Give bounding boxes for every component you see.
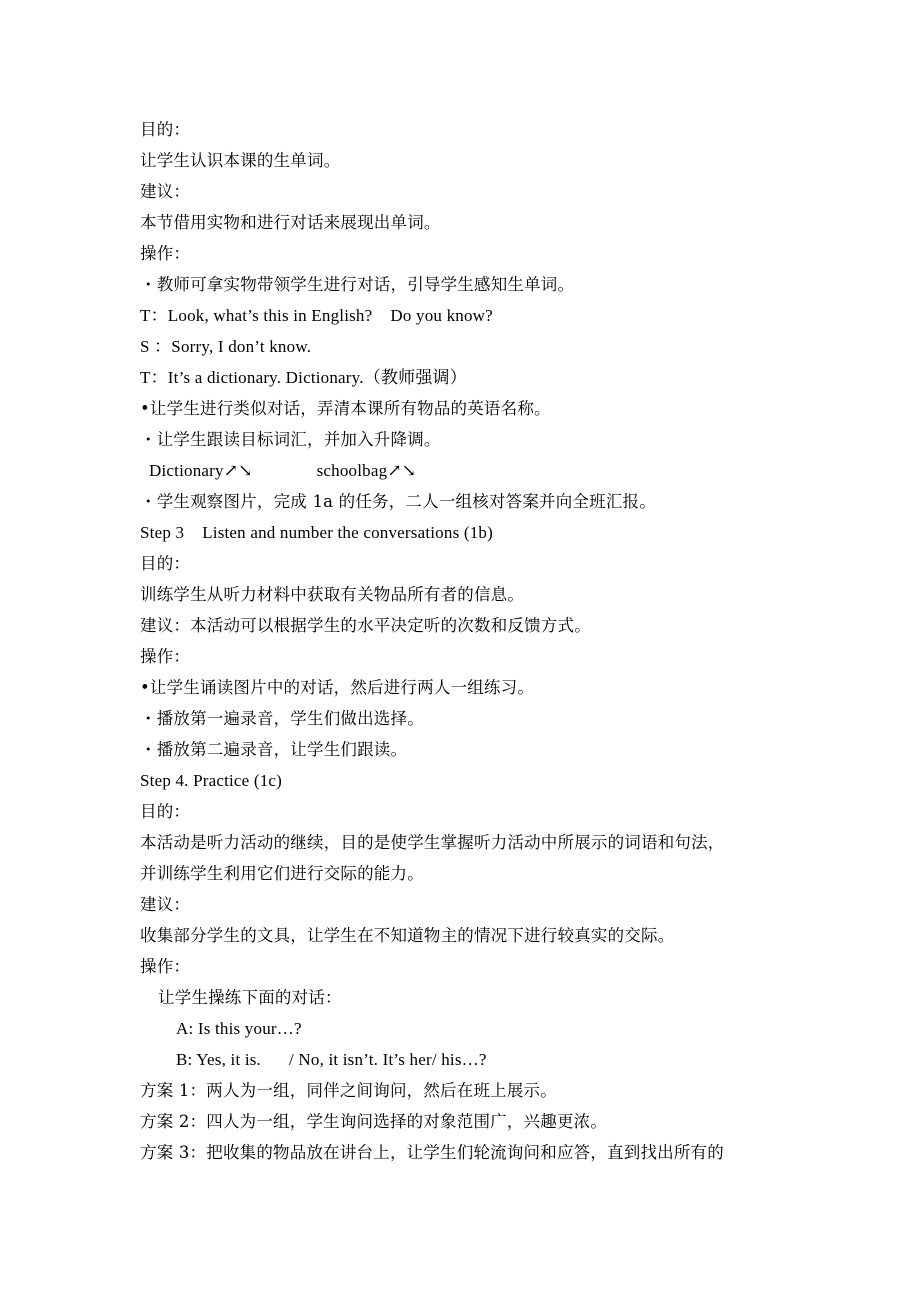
heading-operation: 操作： bbox=[140, 647, 191, 666]
example-word: schoolbag↗↘ bbox=[316, 461, 417, 480]
dialogue-line-b bbox=[140, 1044, 790, 1075]
paragraph: 训练学生从听力材料中获取有关物品所有者的信息。 bbox=[140, 585, 525, 604]
document-body bbox=[140, 114, 790, 1168]
bullet-item: ・教师可拿实物带领学生进行对话，引导学生感知生单词。 bbox=[140, 275, 575, 294]
intonation-examples bbox=[140, 455, 790, 486]
paragraph: 让学生操练下面的对话： bbox=[158, 988, 342, 1007]
paragraph: 本节借用实物和进行对话来展现出单词。 bbox=[140, 213, 441, 232]
heading-purpose: 目的： bbox=[140, 554, 191, 573]
dialogue-text: Do you know? bbox=[390, 306, 493, 325]
bullet-item: ・让学生跟读目标词汇，并加入升降调。 bbox=[140, 430, 441, 449]
dialogue-line-a: A: Is this your…? bbox=[176, 1019, 302, 1038]
bullet-item: ・播放第二遍录音，让学生们跟读。 bbox=[140, 740, 408, 759]
heading-operation: 操作： bbox=[140, 244, 191, 263]
bullet-item: ・学生观察图片，完成 1a 的任务，二人一组核对答案并向全班汇报。 bbox=[140, 492, 656, 511]
paragraph: 让学生认识本课的生单词。 bbox=[140, 151, 341, 170]
step-number: Step 3 bbox=[140, 523, 185, 542]
paragraph: 建议：本活动可以根据学生的水平决定听的次数和反馈方式。 bbox=[140, 616, 591, 635]
plan-item: 方案 3：把收集的物品放在讲台上，让学生们轮流询问和应答，直到找出所有的 bbox=[140, 1143, 724, 1162]
heading-purpose: 目的： bbox=[140, 120, 191, 139]
bullet-item: ・播放第一遍录音，学生们做出选择。 bbox=[140, 709, 424, 728]
plan-item: 方案 2：四人为一组，学生询问选择的对象范围广，兴趣更浓。 bbox=[140, 1112, 608, 1131]
bullet-item: •让学生进行类似对话，弄清本课所有物品的英语名称。 bbox=[140, 399, 551, 418]
example-word: Dictionary↗↘ bbox=[149, 461, 253, 480]
step-heading: Step 4. Practice (1c) bbox=[140, 771, 283, 790]
plan-item: 方案 1：两人为一组，同伴之间询问，然后在班上展示。 bbox=[140, 1081, 557, 1100]
heading-suggestion: 建议： bbox=[140, 895, 191, 914]
step-title: Listen and number the conversations (1b) bbox=[202, 523, 493, 542]
dialogue-text: T：Look, what’s this in English? bbox=[140, 306, 373, 325]
bullet-item: •让学生诵读图片中的对话，然后进行两人一组练习。 bbox=[140, 678, 535, 697]
paragraph: 并训练学生利用它们进行交际的能力。 bbox=[140, 864, 424, 883]
heading-suggestion: 建议： bbox=[140, 182, 191, 201]
heading-operation: 操作： bbox=[140, 957, 191, 976]
dialogue-text: / No, it isn’t. It’s her/ his…? bbox=[289, 1050, 487, 1069]
dialogue-line-teacher bbox=[140, 300, 790, 331]
dialogue-line-student: S ：Sorry, I don’t know. bbox=[140, 337, 312, 356]
dialogue-text: B: Yes, it is. bbox=[176, 1050, 262, 1069]
heading-purpose: 目的： bbox=[140, 802, 191, 821]
paragraph: 收集部分学生的文具，让学生在不知道物主的情况下进行较真实的交际。 bbox=[140, 926, 675, 945]
step-heading bbox=[140, 517, 790, 548]
paragraph: 本活动是听力活动的继续，目的是使学生掌握听力活动中所展示的词语和句法， bbox=[140, 833, 725, 852]
dialogue-line-teacher: T：It’s a dictionary. Dictionary.（教师强调） bbox=[140, 368, 467, 387]
